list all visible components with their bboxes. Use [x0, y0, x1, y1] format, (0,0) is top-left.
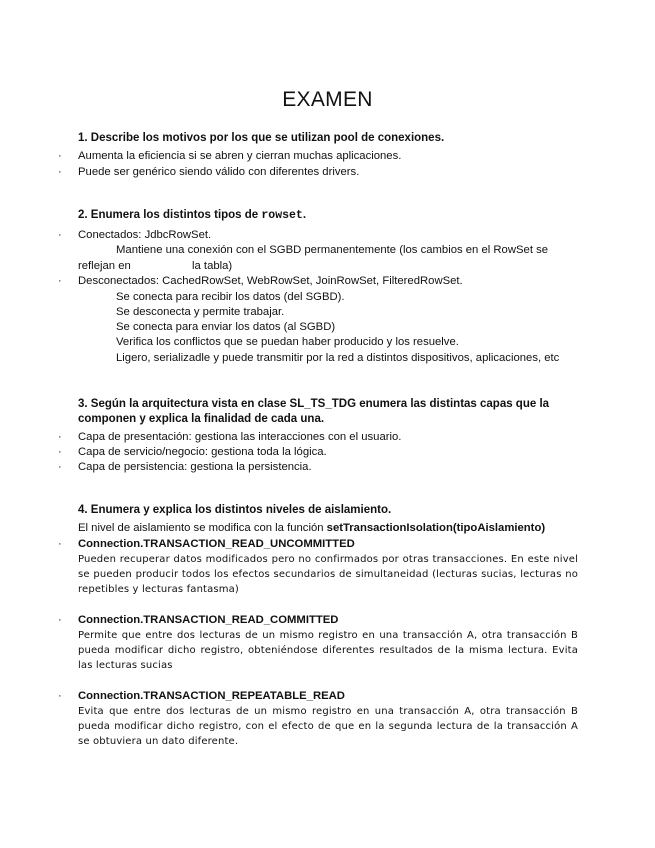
- bullet-icon: ·: [58, 538, 62, 550]
- question-4-heading: 4. Enumera y explica los distintos niveles de aislamiento.: [78, 504, 392, 516]
- isolation-level-name: Connection.TRANSACTION_REPEATABLE_READ: [78, 690, 345, 702]
- isolation-level-name: Connection.TRANSACTION_READ_UNCOMMITTED: [78, 538, 355, 550]
- isolation-level-desc: Permite que entre dos lecturas de un mismo registro en una transacción A, otra transacción B pueda modificar dicho registro, obteniéndose diferentes resultados de la misma lectura. Evita las lecturas sucias: [78, 630, 578, 671]
- isolation-level-name: Connection.TRANSACTION_READ_COMMITTED: [78, 614, 339, 626]
- isolation-level-desc: Pueden recuperar datos modificados pero no confirmados por otras transacciones. En este nivel se pueden producir todos los efectos secundarios de simultaneidad (lecturas sucias, lecturas no repetibles y lecturas fantasma): [78, 554, 578, 595]
- bullet-icon: ·: [58, 275, 62, 287]
- bullet-icon: ·: [58, 446, 62, 458]
- isolation-level-desc: Evita que entre dos lecturas de un mismo registro en una transacción A, otra transacción B pueda modificar dicho registro, con el efecto de que en la segunda lectura de la transacción A se obtuviera un dato diferente.: [78, 706, 578, 747]
- q1-item: Aumenta la eficiencia si se abren y cierran muchas aplicaciones.: [78, 150, 402, 162]
- q2-connected-desc: Mantiene una conexión con el SGBD permanentemente (los cambios en el RowSet se: [116, 244, 549, 256]
- q2-disconnected-item: Se desconecta y permite trabajar.: [116, 306, 285, 318]
- bullet-icon: ·: [58, 229, 62, 241]
- q2-disconnected-item: Ligero, serializadle y puede transmitir por la red a distintos dispositivos, aplicaciones, etc: [116, 352, 560, 364]
- q4-intro-code: setTransactionIsolation(tipoAislamiento): [326, 522, 546, 534]
- q2-heading-code: rowset: [261, 209, 303, 222]
- q2-connected: Conectados: JdbcRowSet.: [78, 229, 212, 241]
- q2-disconnected-item: Se conecta para enviar los datos (al SGBD): [116, 321, 336, 333]
- q4-intro: [78, 521, 545, 536]
- q2-disconnected-item: Verifica los conflictos que se puedan haber producido y los resuelve.: [116, 336, 459, 348]
- q3-item: Capa de persistencia: gestiona la persistencia.: [78, 461, 312, 473]
- q2-connected-desc-cont: reflejan en: [78, 260, 131, 272]
- q2-disconnected-item: Se conecta para recibir los datos (del SGBD).: [116, 291, 345, 303]
- bullet-icon: ·: [58, 614, 62, 626]
- question-1-heading: 1. Describe los motivos por los que se utilizan pool de conexiones.: [78, 132, 445, 144]
- bullet-icon: ·: [58, 166, 62, 178]
- q2-heading-text: 2. Enumera los distintos tipos de: [78, 209, 262, 221]
- q2-disconnected: Desconectados: CachedRowSet, WebRowSet, JoinRowSet, FilteredRowSet.: [78, 275, 463, 287]
- q3-item: Capa de servicio/negocio: gestiona toda la lógica.: [78, 446, 327, 458]
- q1-item: Puede ser genérico siendo válido con diferentes drivers.: [78, 166, 360, 178]
- q4-intro-text: El nivel de aislamiento se modifica con la función: [78, 522, 327, 534]
- bullet-icon: ·: [58, 461, 62, 473]
- q3-item: Capa de presentación: gestiona las interacciones con el usuario.: [78, 431, 402, 443]
- bullet-icon: ·: [58, 150, 62, 162]
- question-3-heading-cont: componen y explica la finalidad de cada una.: [78, 413, 325, 425]
- q2-heading-suffix: .: [302, 209, 307, 221]
- question-3-heading: 3. Según la arquitectura vista en clase SL_TS_TDG enumera las distintas capas que la: [78, 398, 550, 410]
- page-title: EXAMEN: [282, 88, 373, 111]
- question-2-heading: [78, 208, 578, 223]
- q2-connected-desc-table: la tabla): [192, 260, 233, 272]
- bullet-icon: ·: [58, 690, 62, 702]
- bullet-icon: ·: [58, 431, 62, 443]
